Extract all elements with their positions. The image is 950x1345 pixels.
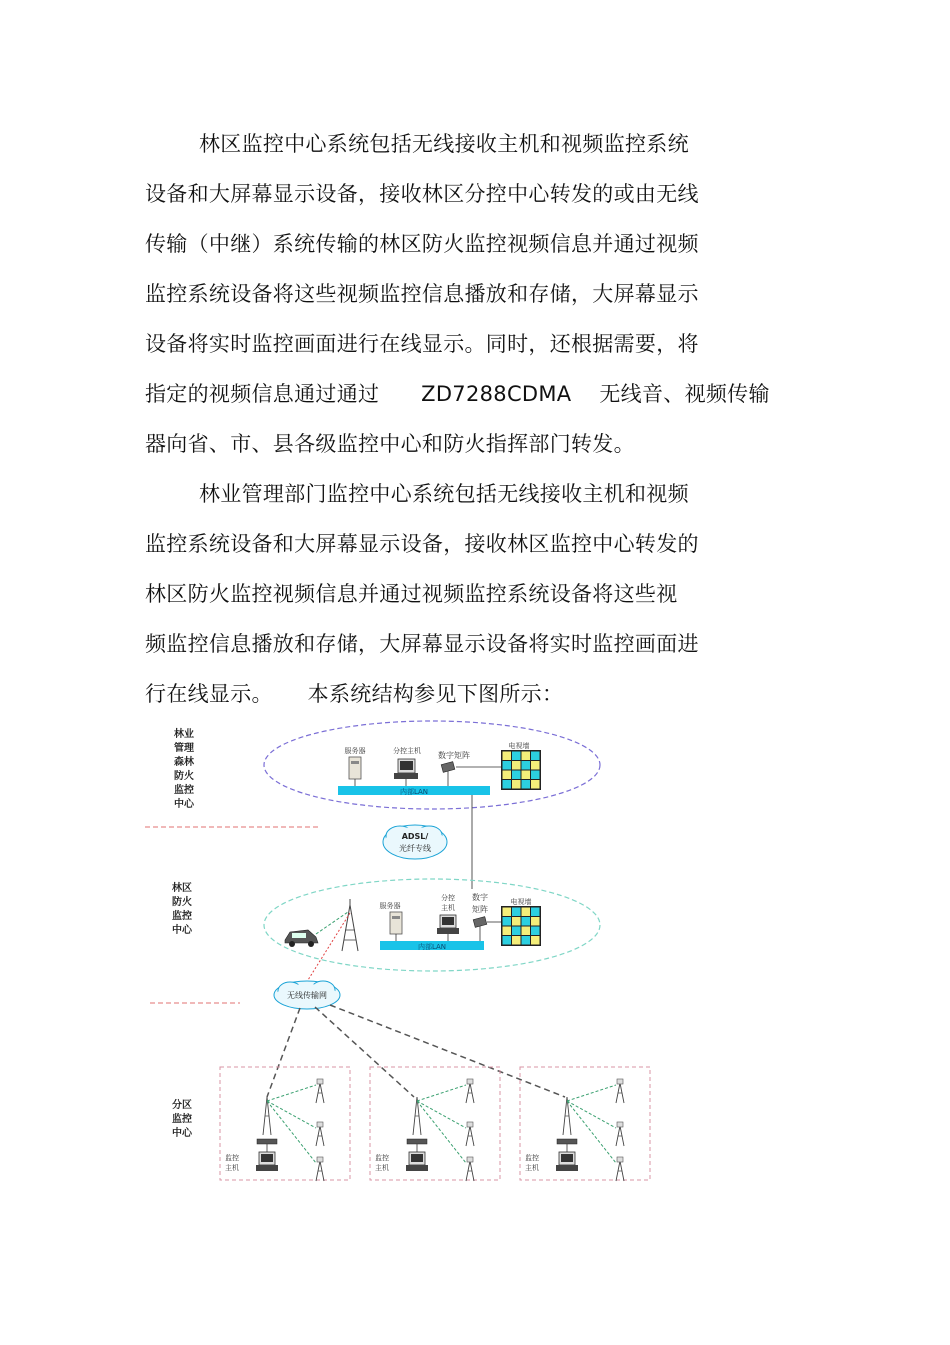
video-wall-cell: [531, 752, 540, 761]
zone-host-label-line: 监控: [525, 1154, 539, 1162]
zone-host-label-line: 监控: [375, 1154, 389, 1162]
zone-link-3: [330, 1005, 565, 1097]
middle-server-icon: [390, 912, 402, 941]
video-wall-cell: [503, 917, 512, 926]
video-wall-cell: [522, 917, 531, 926]
zone-link-1: [267, 1008, 300, 1097]
paragraph-1-line-1: 林区监控中心系统包括无线接收主机和视频监控系统: [199, 132, 689, 156]
video-wall-cell: [522, 927, 531, 936]
video-wall-cell: [522, 908, 531, 917]
tier-label-line: 管理: [174, 743, 194, 754]
paragraph-1-line-5: 设备将实时监控画面进行在线显示。同时，还根据需要，将: [145, 332, 699, 356]
middle-matrix-label-line: 数字: [472, 893, 488, 902]
paragraph-2-line-5: 行在线显示。 本系统结构参见下图所示：: [145, 682, 564, 706]
paragraph-2-line-3: 林区防火监控视频信息并通过视频监控系统设备将这些视: [145, 582, 678, 606]
top-server-icon: [349, 757, 361, 786]
adsl-cloud-label-line: ADSL/: [401, 832, 429, 841]
wireless-relay-link: [308, 913, 350, 980]
paragraph-1-line-3: 传输（中继）系统传输的林区防火监控视频信息并通过视频: [145, 232, 699, 256]
paragraph-1-line-4: 监控系统设备将这些视频监控信息播放和存储，大屏幕显示: [145, 282, 699, 306]
top-video-wall-icon: [501, 750, 541, 790]
video-wall-cell: [522, 761, 531, 770]
middle-server-label: 服务器: [379, 902, 401, 910]
tier-label-line: 林区: [172, 883, 192, 894]
tier-label-line: 森林: [174, 757, 194, 768]
video-wall-cell: [503, 771, 512, 780]
paragraph-2-line-1: 林业管理部门监控中心系统包括无线接收主机和视频: [199, 482, 689, 506]
video-wall-cell: [531, 908, 540, 917]
video-wall-cell: [531, 936, 540, 945]
top-control-host-label: 分控主机: [393, 747, 421, 755]
middle-control-host-icon: [437, 915, 459, 941]
tier-label-line: 中心: [172, 925, 192, 936]
top-control-host-icon: [394, 759, 418, 786]
tier-label-line: 分区: [172, 1100, 192, 1111]
system-structure-diagram: [140, 715, 700, 1195]
zone-host-label-line: 主机: [375, 1164, 389, 1172]
video-wall-cell: [531, 927, 540, 936]
video-wall-cell: [522, 752, 531, 761]
relay-tower-icon: [342, 899, 358, 951]
tier-label-line: 监控: [172, 911, 192, 922]
video-wall-cell: [503, 936, 512, 945]
video-wall-cell: [531, 917, 540, 926]
video-wall-cell: [512, 908, 521, 917]
tier-label-line: 防火: [172, 897, 192, 908]
middle-video-wall-icon: [501, 906, 541, 946]
zone-host-label-line: 主机: [225, 1164, 239, 1172]
middle-matrix-icon: [473, 917, 502, 941]
tier-label-forest-management: [174, 727, 195, 810]
vehicle-icon: [285, 930, 318, 947]
tier-label-line: 林业: [174, 729, 194, 740]
zone-link-2: [315, 1007, 414, 1097]
wireless-cloud-label: 无线传输网: [287, 991, 327, 1000]
tier-label-zone: [172, 1098, 193, 1139]
video-wall-cell: [503, 780, 512, 789]
middle-lan-label: 内部LAN: [417, 943, 447, 951]
top-lan-label: 内部LAN: [399, 788, 429, 796]
middle-matrix-label-line: 矩阵: [472, 905, 488, 914]
top-network-ellipse: [264, 721, 600, 809]
video-wall-cell: [512, 917, 521, 926]
adsl-cloud-label-line: 光纤专线: [399, 844, 431, 853]
middle-control-host-label-line: 分控: [441, 894, 455, 902]
video-wall-cell: [512, 771, 521, 780]
video-wall-cell: [503, 752, 512, 761]
tier-label-line: 中心: [174, 799, 194, 810]
tier-label-line: 监控: [172, 1114, 192, 1125]
video-wall-cell: [531, 780, 540, 789]
top-matrix-label: 数字矩阵: [438, 751, 470, 760]
zone-monitoring-center-2: [370, 1067, 500, 1181]
paragraph-2-line-2: 监控系统设备和大屏幕显示设备，接收林区监控中心转发的: [145, 532, 699, 556]
tier-label-forest-area: [172, 881, 193, 936]
video-wall-cell: [503, 761, 512, 770]
tier-label-line: 中心: [172, 1128, 192, 1139]
paragraph-2-line-4: 频监控信息播放和存储，大屏幕显示设备将实时监控画面进: [145, 632, 699, 656]
top-matrix-icon: [441, 762, 502, 786]
paragraph-1-line-2: 设备和大屏幕显示设备，接收林区分控中心转发的或由无线: [145, 182, 699, 206]
video-wall-cell: [503, 927, 512, 936]
top-server-label: 服务器: [344, 747, 366, 755]
zone-monitoring-center-3: [520, 1067, 650, 1181]
zone-monitoring-center-1: [220, 1067, 350, 1181]
video-wall-cell: [512, 927, 521, 936]
video-wall-cell: [531, 771, 540, 780]
paragraph-1-line-7: 器向省、市、县各级监控中心和防火指挥部门转发。: [145, 432, 635, 456]
video-wall-cell: [512, 936, 521, 945]
middle-video-wall-label: 电视墙: [510, 898, 532, 906]
top-video-wall-label: 电视墙: [508, 742, 530, 750]
paragraph-1-line-6: 指定的视频信息通过通过 ZD7288CDMA 无线音、视频传输: [145, 382, 770, 406]
video-wall-cell: [512, 761, 521, 770]
video-wall-cell: [522, 771, 531, 780]
zone-host-label-line: 主机: [525, 1164, 539, 1172]
zone-host-label-line: 监控: [225, 1154, 239, 1162]
middle-network-ellipse: [264, 879, 600, 971]
video-wall-cell: [512, 780, 521, 789]
middle-control-host-label-line: 主机: [441, 904, 455, 912]
tier-label-line: 防火: [174, 771, 194, 782]
video-wall-cell: [522, 936, 531, 945]
video-wall-cell: [503, 908, 512, 917]
tier-label-line: 监控: [174, 785, 194, 796]
video-wall-cell: [531, 761, 540, 770]
video-wall-cell: [522, 780, 531, 789]
video-wall-cell: [512, 752, 521, 761]
adsl-cloud-icon: [383, 825, 447, 859]
